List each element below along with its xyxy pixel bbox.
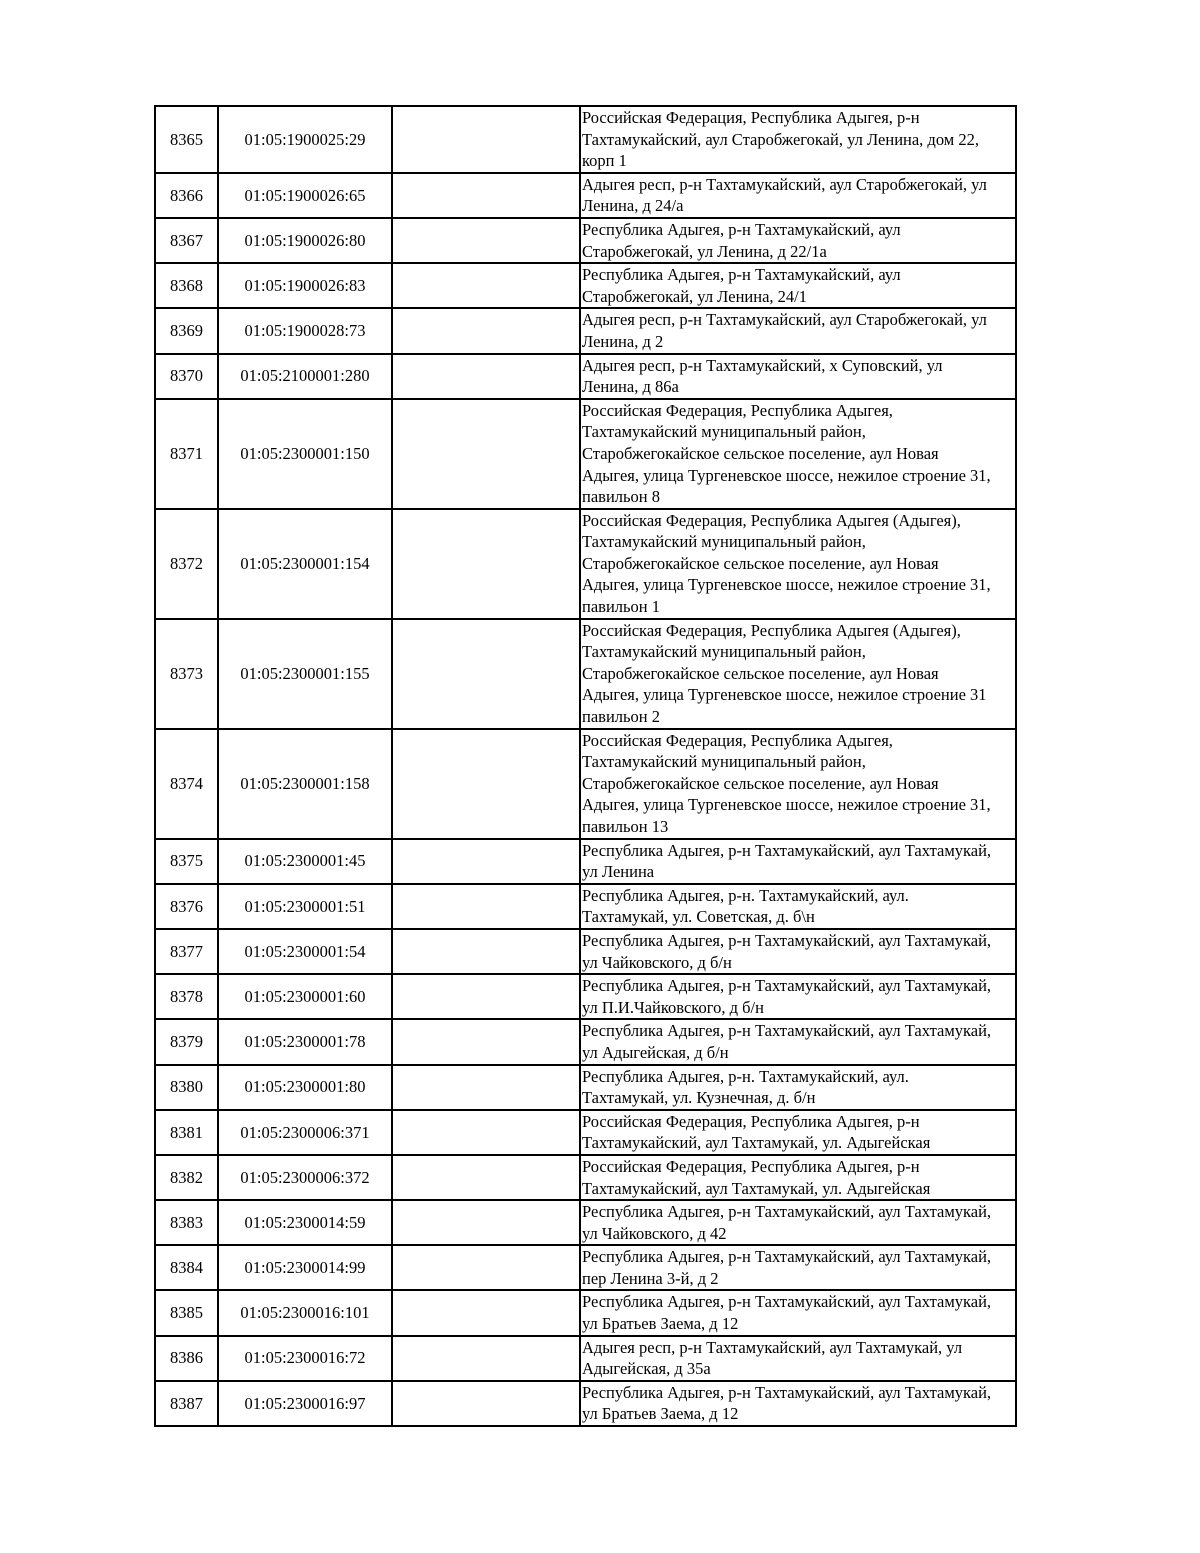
table-row [155,1290,1016,1335]
address-line: Республика Адыгея, р-н Тахтамукайский, аул Тахтамукай, [582,1247,992,1267]
address-line: Старобжегокайское сельское поселение, аул Новая [582,663,939,683]
row-number-cell: 8379 [155,1019,218,1064]
address-cell [580,1336,1016,1381]
address-line: Адыгейская, д 35а [582,1359,711,1379]
address-line: Адыгея респ, р-н Тахтамукайский, аул Старобжегокай, ул [582,310,987,330]
address-line: Старобжегокай, ул Ленина, 24/1 [582,286,807,306]
address-line: павильон 2 [582,707,660,727]
address-line: Адыгея респ, р-н Тахтамукайский, аул Тахтамукай, ул [582,1337,963,1357]
row-number-cell: 8382 [155,1155,218,1200]
empty-cell [392,929,580,974]
cadastral-number-cell: 01:05:1900026:65 [218,173,392,218]
row-number-cell: 8385 [155,1290,218,1335]
empty-cell [392,173,580,218]
empty-cell [392,354,580,399]
address-line: Российская Федерация, Республика Адыгея, р-н [582,1111,920,1131]
address-line: корп 1 [582,151,627,171]
empty-cell [392,729,580,839]
table-row [155,1019,1016,1064]
table-row [155,619,1016,729]
row-number-cell: 8365 [155,106,218,173]
address-cell [580,218,1016,263]
address-line: Республика Адыгея, р-н Тахтамукайский, аул Тахтамукай, [582,840,992,860]
address-line: Республика Адыгея, р-н. Тахтамукайский, аул. [582,1066,909,1086]
row-number-cell: 8376 [155,884,218,929]
empty-cell [392,509,580,619]
address-cell [580,106,1016,173]
row-number-cell: 8377 [155,929,218,974]
address-line: ул Чайковского, д б/н [582,952,732,972]
cadastral-number-cell: 01:05:2300016:97 [218,1381,392,1426]
cadastral-number-cell: 01:05:2300006:372 [218,1155,392,1200]
address-line: Адыгея респ, р-н Тахтамукайский, аул Старобжегокай, ул [582,174,987,194]
row-number-cell: 8380 [155,1065,218,1110]
cadastral-number-cell: 01:05:2300001:154 [218,509,392,619]
address-line: Тахтамукайский муниципальный район, [582,752,866,772]
address-cell [580,619,1016,729]
table-row [155,509,1016,619]
empty-cell [392,1290,580,1335]
empty-cell [392,218,580,263]
property-registry-table [154,105,1017,1427]
row-number-cell: 8369 [155,308,218,353]
cadastral-number-cell: 01:05:2300001:45 [218,839,392,884]
cadastral-number-cell: 01:05:1900025:29 [218,106,392,173]
row-number-cell: 8381 [155,1110,218,1155]
address-cell [580,354,1016,399]
address-line: Республика Адыгея, р-н Тахтамукайский, аул Тахтамукай, [582,1202,992,1222]
address-line: Российская Федерация, Республика Адыгея (Адыгея), [582,510,961,530]
address-line: Ленина, д 86а [582,377,679,397]
cadastral-number-cell: 01:05:2300016:72 [218,1336,392,1381]
address-line: Старобжегокайское сельское поселение, аул Новая [582,443,939,463]
empty-cell [392,263,580,308]
address-cell [580,839,1016,884]
row-number-cell: 8372 [155,509,218,619]
cadastral-number-cell: 01:05:2300016:101 [218,1290,392,1335]
address-line: Тахтамукайский, аул Тахтамукай, ул. Адыгейская [582,1133,931,1153]
cadastral-number-cell: 01:05:2300001:150 [218,399,392,509]
table-row [155,884,1016,929]
table-row [155,1245,1016,1290]
row-number-cell: 8370 [155,354,218,399]
row-number-cell: 8375 [155,839,218,884]
empty-cell [392,1155,580,1200]
address-line: ул Чайковского, д 42 [582,1223,727,1243]
table-row [155,1155,1016,1200]
empty-cell [392,399,580,509]
address-line: ул Адыгейская, д б/н [582,1042,729,1062]
cadastral-number-cell: 01:05:2300001:155 [218,619,392,729]
address-cell [580,1110,1016,1155]
address-line: Тахтамукайский, аул Тахтамукай, ул. Адыгейская [582,1178,931,1198]
table-row [155,106,1016,173]
address-line: Республика Адыгея, р-н Тахтамукайский, аул Тахтамукай, [582,1021,992,1041]
table-row [155,729,1016,839]
address-line: Адыгея, улица Тургеневское шоссе, нежилое строение 31, [582,575,991,595]
address-line: Тахтамукай, ул. Советская, д. б\н [582,907,815,927]
table-row [155,1336,1016,1381]
empty-cell [392,974,580,1019]
row-number-cell: 8371 [155,399,218,509]
empty-cell [392,1200,580,1245]
address-line: Республика Адыгея, р-н Тахтамукайский, аул Тахтамукай, [582,976,992,996]
address-line: павильон 8 [582,487,660,507]
empty-cell [392,308,580,353]
empty-cell [392,1381,580,1426]
address-line: Старобжегокай, ул Ленина, д 22/1а [582,241,827,261]
address-cell [580,929,1016,974]
cadastral-number-cell: 01:05:2300014:59 [218,1200,392,1245]
row-number-cell: 8374 [155,729,218,839]
address-cell [580,729,1016,839]
address-line: Ленина, д 2 [582,331,664,351]
address-line: Республика Адыгея, р-н Тахтамукайский, аул [582,219,901,239]
row-number-cell: 8378 [155,974,218,1019]
address-line: Российская Федерация, Республика Адыгея, р-н [582,108,920,127]
address-line: Адыгея, улица Тургеневское шоссе, нежилое строение 31, [582,795,991,815]
empty-cell [392,884,580,929]
table-row [155,354,1016,399]
address-line: Адыгея, улица Тургеневское шоссе, нежилое строение 31 [582,685,987,705]
address-cell [580,1381,1016,1426]
address-cell [580,884,1016,929]
address-cell [580,308,1016,353]
cadastral-number-cell: 01:05:2300014:99 [218,1245,392,1290]
empty-cell [392,1245,580,1290]
address-line: Тахтамукайский муниципальный район, [582,422,866,442]
row-number-cell: 8373 [155,619,218,729]
row-number-cell: 8384 [155,1245,218,1290]
empty-cell [392,1019,580,1064]
address-cell [580,509,1016,619]
address-line: ул П.И.Чайковского, д б/н [582,997,764,1017]
table-row [155,218,1016,263]
address-cell [580,1200,1016,1245]
cadastral-number-cell: 01:05:2100001:280 [218,354,392,399]
empty-cell [392,619,580,729]
address-line: Старобжегокайское сельское поселение, аул Новая [582,553,939,573]
address-line: Адыгея, улица Тургеневское шоссе, нежилое строение 31, [582,465,991,485]
address-cell [580,1245,1016,1290]
address-line: ул Ленина [582,862,655,882]
address-line: Республика Адыгея, р-н Тахтамукайский, аул [582,265,901,285]
address-line: Республика Адыгея, р-н. Тахтамукайский, аул. [582,885,909,905]
table-row [155,399,1016,509]
empty-cell [392,1336,580,1381]
address-line: ул Братьев Заема, д 12 [582,1314,739,1334]
address-cell [580,1065,1016,1110]
row-number-cell: 8386 [155,1336,218,1381]
address-cell [580,263,1016,308]
cadastral-number-cell: 01:05:2300001:80 [218,1065,392,1110]
cadastral-number-cell: 01:05:2300001:60 [218,974,392,1019]
table-row [155,1065,1016,1110]
address-line: Российская Федерация, Республика Адыгея, [582,730,893,750]
cadastral-number-cell: 01:05:2300001:78 [218,1019,392,1064]
cadastral-number-cell: 01:05:2300001:54 [218,929,392,974]
address-line: Российская Федерация, Республика Адыгея, [582,400,893,420]
address-line: Тахтамукайский муниципальный район, [582,642,866,662]
row-number-cell: 8368 [155,263,218,308]
table-row [155,1110,1016,1155]
row-number-cell: 8366 [155,173,218,218]
address-line: ул Братьев Заема, д 12 [582,1404,739,1424]
table-row [155,263,1016,308]
cadastral-number-cell: 01:05:2300006:371 [218,1110,392,1155]
cadastral-number-cell: 01:05:1900026:83 [218,263,392,308]
address-line: Тахтамукайский муниципальный район, [582,532,866,552]
address-cell [580,1155,1016,1200]
table-row [155,974,1016,1019]
address-line: Российская Федерация, Республика Адыгея, р-н [582,1156,920,1176]
address-line: пер Ленина 3-й, д 2 [582,1268,719,1288]
row-number-cell: 8387 [155,1381,218,1426]
table-row [155,173,1016,218]
table-row [155,929,1016,974]
table-row [155,1200,1016,1245]
address-cell [580,974,1016,1019]
address-line: Республика Адыгея, р-н Тахтамукайский, аул Тахтамукай, [582,930,992,950]
address-line: Адыгея респ, р-н Тахтамукайский, х Суповский, ул [582,355,943,375]
empty-cell [392,839,580,884]
address-line: Старобжегокайское сельское поселение, аул Новая [582,773,939,793]
address-cell [580,399,1016,509]
cadastral-number-cell: 01:05:2300001:51 [218,884,392,929]
row-number-cell: 8367 [155,218,218,263]
address-cell [580,1019,1016,1064]
address-line: Тахтамукай, ул. Кузнечная, д. б/н [582,1088,816,1108]
address-line: Республика Адыгея, р-н Тахтамукайский, аул Тахтамукай, [582,1382,992,1402]
registry-table-body [155,106,1016,1426]
address-cell [580,1290,1016,1335]
address-line: павильон 1 [582,597,660,617]
address-cell [580,173,1016,218]
cadastral-number-cell: 01:05:1900028:73 [218,308,392,353]
cadastral-number-cell: 01:05:2300001:158 [218,729,392,839]
empty-cell [392,1065,580,1110]
empty-cell [392,1110,580,1155]
row-number-cell: 8383 [155,1200,218,1245]
table-row [155,1381,1016,1426]
address-line: Российская Федерация, Республика Адыгея (Адыгея), [582,620,961,640]
address-line: Ленина, д 24/а [582,196,684,216]
address-line: Республика Адыгея, р-н Тахтамукайский, аул Тахтамукай, [582,1292,992,1312]
table-row [155,839,1016,884]
empty-cell [392,106,580,173]
address-line: павильон 13 [582,817,669,836]
address-line: Тахтамукайский, аул Старобжегокай, ул Ленина, дом 22, [582,129,979,149]
cadastral-number-cell: 01:05:1900026:80 [218,218,392,263]
table-row [155,308,1016,353]
